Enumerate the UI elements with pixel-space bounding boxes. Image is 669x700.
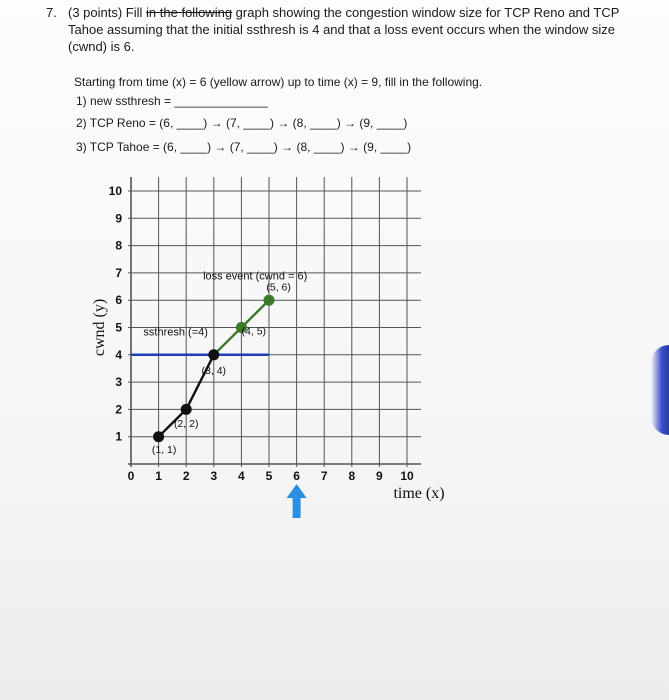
x-tick-label: 8 bbox=[348, 469, 356, 483]
data-point bbox=[181, 404, 192, 415]
x-tick-label: 6 bbox=[293, 469, 300, 483]
x-tick-label: 2 bbox=[182, 469, 190, 483]
y-tick-label: 8 bbox=[115, 238, 122, 253]
y-tick-label: 2 bbox=[115, 402, 122, 417]
y-tick-label: 1 bbox=[115, 429, 122, 444]
point-label: (2, 2) bbox=[173, 418, 199, 431]
x-tick-label: 3 bbox=[210, 469, 218, 483]
x-tick-label: 7 bbox=[320, 469, 328, 483]
y-tick-label: 9 bbox=[115, 211, 122, 226]
x-axis-title: time (x) bbox=[393, 485, 445, 502]
question-suffix: graph showing the congestion window size for TCP Reno and TCP bbox=[235, 5, 620, 20]
point-label: (5, 6) bbox=[266, 281, 291, 294]
time-arrow-icon bbox=[287, 484, 307, 518]
instructions-intro: Starting from time (x) = 6 (yellow arrow) up to time (x) = 9, fill in the following. bbox=[74, 75, 483, 89]
x-tick-label: 4 bbox=[238, 469, 245, 483]
data-point bbox=[153, 431, 164, 442]
y-tick-label: 7 bbox=[115, 265, 122, 280]
question-prefix: (3 points) Fill bbox=[68, 5, 143, 20]
item-tcp-tahoe: 3) TCP Tahoe = (6, ____) → (7, ____) → (8, ____) → (9, ____) bbox=[76, 140, 412, 154]
question-number: 7. bbox=[46, 5, 57, 20]
ssthresh-label: ssthresh (=4) bbox=[143, 326, 208, 339]
item-tcp-reno: 2) TCP Reno = (6, ____) → (7, ____) → (8, ____) → (9, ____) bbox=[76, 116, 408, 130]
question-line-2: Tahoe assuming that the initial ssthresh is 4 and that a loss event occurs when the window size bbox=[68, 22, 616, 37]
data-point bbox=[264, 295, 275, 306]
data-point bbox=[208, 349, 219, 360]
y-tick-label: 3 bbox=[115, 375, 122, 390]
question-line-3: (cwnd) is 6. bbox=[68, 39, 135, 54]
point-label: (1, 1) bbox=[151, 444, 177, 457]
series-segment bbox=[241, 300, 269, 327]
y-tick-label: 4 bbox=[115, 347, 122, 362]
y-tick-label: 5 bbox=[115, 320, 122, 335]
chart-labels bbox=[91, 184, 445, 502]
x-tick-label: 5 bbox=[265, 469, 273, 483]
x-tick-label: 1 bbox=[155, 469, 162, 483]
y-tick-label: 6 bbox=[115, 293, 122, 308]
y-tick-label: 10 bbox=[108, 184, 122, 198]
question-struck-text: in the following bbox=[146, 5, 233, 20]
x-tick-label: 9 bbox=[376, 469, 383, 483]
hand-edge bbox=[651, 345, 669, 435]
point-label: (3, 4) bbox=[201, 364, 227, 377]
point-label: (4, 5) bbox=[241, 325, 267, 338]
y-axis-title: cwnd (y) bbox=[91, 298, 108, 357]
loss-event-label: loss event (cwnd = 6) bbox=[203, 270, 308, 283]
x-tick-label: 0 bbox=[127, 469, 135, 483]
item-new-ssthresh: 1) new ssthresh = ______________ bbox=[76, 94, 268, 108]
series-segment bbox=[214, 328, 242, 355]
x-tick-label: 10 bbox=[400, 469, 414, 483]
